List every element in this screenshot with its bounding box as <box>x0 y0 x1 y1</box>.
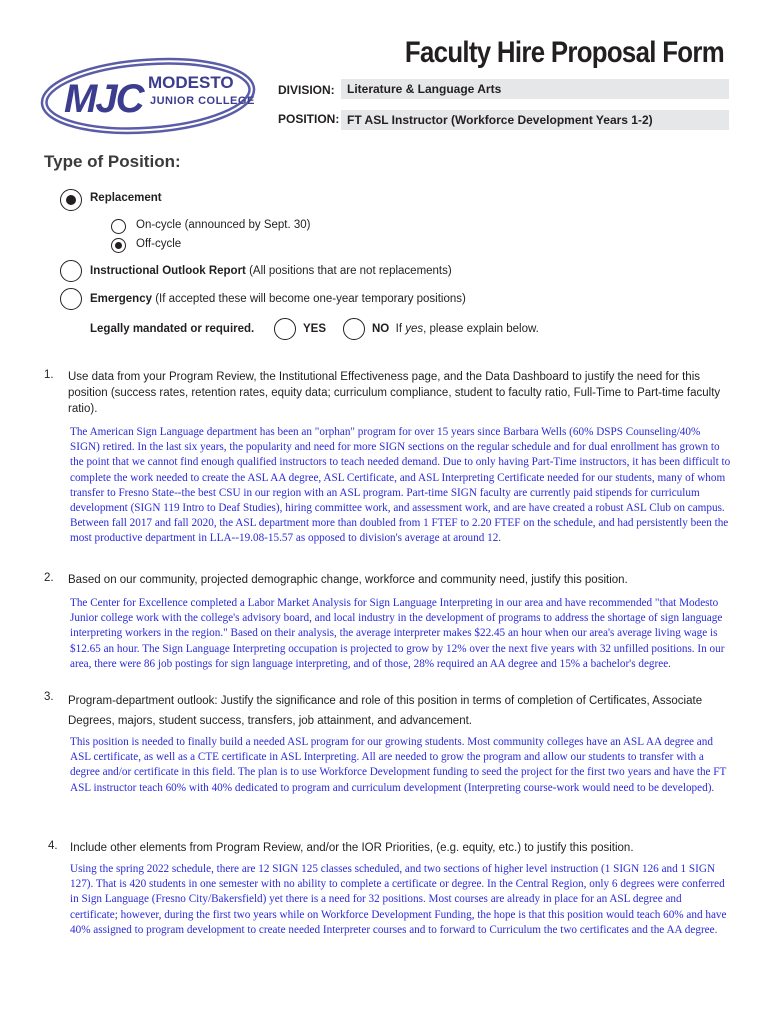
question-3-number: 3. <box>44 691 54 703</box>
type-of-position-heading: Type of Position: <box>44 152 181 171</box>
position-label: POSITION: <box>278 112 340 126</box>
instructional-outlook-label: Instructional Outlook Report (All positions that are not replacements) <box>90 265 452 277</box>
question-3-answer[interactable]: This position is needed to finally build a needed ASL program for our growing students. Most community colleges have an ASL AA degree and ASL certificate, as well as a CTE certificate in ASL Interpreting. All are needed to grow the program and allow our students to transfer with a degree and/or certificate in this field. The plan is to use Workforce Development funding to seed the project for the first two years and have the FT ASL instructor teach 60% with 40% dedicated to program and curriculum development (Interpreting course-work would need to be developed). <box>70 736 727 794</box>
off-cycle-label: Off-cycle <box>136 238 182 250</box>
on-cycle-label: On-cycle (announced by Sept. 30) <box>136 219 311 231</box>
form-title: Faculty Hire Proposal Form <box>404 36 724 69</box>
logo-name: MODESTO <box>148 73 234 92</box>
question-2-text: Based on our community, projected demographic change, workforce and community need, justify this position. <box>68 574 628 586</box>
question-1-number: 1. <box>44 369 54 381</box>
radio-selected-dot <box>115 242 122 249</box>
off-cycle-radio[interactable] <box>111 238 126 253</box>
division-field[interactable]: Literature & Language Arts <box>341 79 729 99</box>
replacement-radio[interactable] <box>60 189 82 211</box>
modesto-junior-college-logo <box>40 44 280 144</box>
question-4-number: 4. <box>48 840 58 852</box>
question-2-answer[interactable]: The Center for Excellence completed a Labor Market Analysis for Sign Language Interpreting in our area and have recommended "that Modesto Junior college work with the college's advisory board, and local industry in the development of programs to address the shortage of sign language interpreting workers in the region." Based on their analysis, the average interpreter makes $22.45 an hour when our area's average living wage is $12.65 an hour. The Sign Language Interpreting occupation is projected to grow by 12% over the next five years with 32 unfilled positions. In our area, there were 86 job postings for sign language interpreting, and of those, 28% required an AA degree and 15% a bachelor's degree. <box>70 597 725 670</box>
legally-mandated-label: Legally mandated or required. <box>90 323 255 335</box>
legally-no-radio[interactable] <box>343 318 365 340</box>
radio-selected-dot <box>66 195 76 205</box>
question-3-text: Program-department outlook: Justify the significance and role of this position in terms of completion of Certificates, Associate Degrees, majors, student success, transfers, job attainment, and advancement. <box>68 695 703 727</box>
replacement-label: Replacement <box>90 192 162 204</box>
on-cycle-radio[interactable] <box>111 219 126 234</box>
emergency-label: Emergency (If accepted these will become one-year temporary positions) <box>90 293 466 305</box>
position-field[interactable]: FT ASL Instructor (Workforce Development Years 1-2) <box>341 110 729 130</box>
question-2-number: 2. <box>44 572 54 584</box>
logo-subtitle: JUNIOR COLLEGE <box>150 95 255 107</box>
division-label: DIVISION: <box>278 83 335 97</box>
legally-no-label: NO If yes, please explain below. <box>372 323 539 335</box>
question-4-answer[interactable]: Using the spring 2022 schedule, there are 12 SIGN 125 classes scheduled, and two sections of higher level instruction (1 SIGN 126 and 1 SIGN 127). That is 420 students in one semester with no ability to complete a certificate or degree. In the Central Region, only 6 degrees were conferred in Sign Language (Fresno City/Bakersfield) yet there is a need for 32 positions. Most courses are already in place for an ASL degree and certificate; however, during the first two years while on Workforce Development Funding, the hope is that this position would teach 60% and have 40% assigned to program development to create needed Interpreter courses and to forward to Curriculum the two certificates and the AA degree. <box>70 863 727 936</box>
logo-mark: MJC <box>64 77 143 121</box>
emergency-radio[interactable] <box>60 288 82 310</box>
instructional-outlook-radio[interactable] <box>60 260 82 282</box>
question-4-text: Include other elements from Program Review, and/or the IOR Priorities, (e.g. equity, etc.) to justify this position. <box>70 842 634 854</box>
legally-yes-radio[interactable] <box>274 318 296 340</box>
legally-yes-label: YES <box>303 323 327 335</box>
question-1-text: Use data from your Program Review, the Institutional Effectiveness page, and the Data Dashboard to justify the need for this position (success rates, retention rates, equity data; curriculum compliance, student to faculty ratio, Full-Time to Part-time faculty ratio). <box>68 371 721 415</box>
question-1-answer[interactable]: The American Sign Language department has been an "orphan" program for over 15 years since Barbara Wells (60% DSPS Counseling/40% SIGN) retired. In the last six years, the popularity and need for more SIGN sections on the regular schedule and for dual enrollment has grown to the point that we cannot find enough qualified instructors to teach needed demand. Due to only having Part-Time instructors, it has been difficult to complete the work needed to create the ASL AA degree, ASL Certificate, and ASL Interpreting Certificate needed for our students, many of whom transfer to Fresno State--the best CSU in our region with an ASL program. Part-time SIGN faculty are currently paid stipends for curriculum development (SIGN 119 Intro to Deaf Studies), hiring committee work, and assessment work, and are have created a robust ASL Club on campus. Between fall 2017 and fall 2020, the ASL department more than doubled from 1 FTEF to 2.20 FTEF on the schedule, and had persistently been the most productive department in LLA--19.08-15.57 as opposed to division's average at around 12. <box>70 426 731 545</box>
